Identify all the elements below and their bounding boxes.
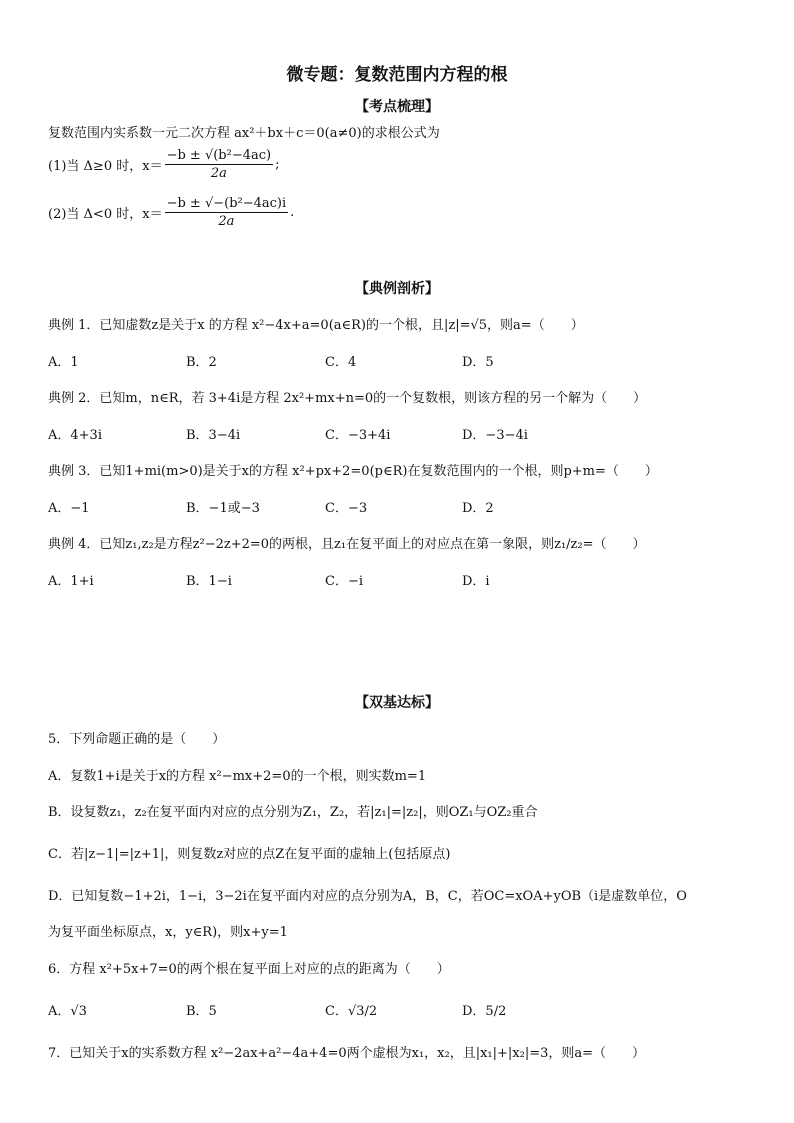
formula-case-2-denominator: 2a <box>218 214 235 229</box>
formula-intro: 复数范围内实系数一元二次方程 ax²＋bx＋c＝0(a≠0)的求根公式为 <box>48 126 440 141</box>
example-4-option-d: D．i <box>462 574 490 589</box>
example-1-option-c: C．4 <box>325 355 357 370</box>
example-2-option-c: C．−3+4i <box>325 428 391 443</box>
question-6-option-c: C．√3/2 <box>325 1004 378 1019</box>
section-heading-dianli: 【典例剖析】 <box>355 281 439 297</box>
example-3-option-a: A．−1 <box>48 501 90 516</box>
example-4-option-c: C．−i <box>325 574 363 589</box>
formula-case-2-prefix: (2)当 Δ<0 时，x＝ <box>48 207 163 222</box>
question-6-option-d: D．5/2 <box>462 1004 507 1019</box>
example-3-option-d: D．2 <box>462 501 494 516</box>
example-4-option-a: A．1+i <box>48 574 94 589</box>
example-3-stem: 典例 3．已知1+mi(m>0)是关于x的方程 x²+px+2=0(p∈R)在复数范围内的一个根，则p+m=（ ） <box>48 464 658 479</box>
formula-case-1-denominator: 2a <box>210 166 227 181</box>
page-title: 微专题：复数范围内方程的根 <box>286 65 508 85</box>
formula-case-1-numerator: −b ± √(b²−4ac) <box>166 148 272 163</box>
example-1-option-d: D．5 <box>462 355 494 370</box>
formula-case-1-prefix: (1)当 Δ≥0 时，x＝ <box>48 159 163 174</box>
question-5-option-d-line-1: D．已知复数−1+2i，1−i，3−2i在复平面内对应的点分别为A，B，C，若OC=xOA+yOB（i是虚数单位，O <box>48 889 687 904</box>
formula-case-2-numerator: −b ± √−(b²−4ac)i <box>166 196 287 211</box>
formula-case-2-fraction <box>165 196 289 229</box>
example-3-option-c: C．−3 <box>325 501 368 516</box>
example-2-option-a: A．4+3i <box>48 428 102 443</box>
question-6-option-b: B．5 <box>186 1004 217 1019</box>
question-7-stem: 7．已知关于x的实系数方程 x²−2ax+a²−4a+4=0两个虚根为x₁，x₂，且|x₁|+|x₂|=3，则a=（ ） <box>48 1046 646 1061</box>
example-1-option-a: A．1 <box>48 355 79 370</box>
formula-case-1: (1)当 Δ≥0 时，x＝ $\frac{\text{−b ± √(b²−4ac)}}{2a}$ ; <box>48 148 280 181</box>
example-2-stem: 典例 2．已知m，n∈R，若 3+4i是方程 2x²+mx+n=0的一个复数根，则该方程的另一个解为（ ） <box>48 391 647 406</box>
example-1-stem: 典例 1．已知虚数z是关于x 的方程 x²−4x+a=0(a∈R)的一个根，且|z|=√5，则a=（ ） <box>48 318 584 333</box>
example-2-option-d: D．−3−4i <box>462 428 528 443</box>
formula-case-2: (2)当 Δ<0 时，x＝ $\frac{\text{−b ± √−(b²−4ac)i}}{2a}$ . <box>48 196 295 229</box>
example-4-stem: 典例 4．已知z₁,z₂是方程z²−2z+2=0的两根，且z₁在复平面上的对应点在第一象限，则z₁/z₂=（ ） <box>48 537 646 552</box>
question-5-option-a: A．复数1+i是关于x的方程 x²−mx+2=0的一个根，则实数m=1 <box>48 769 427 784</box>
question-5-stem: 5．下列命题正确的是（ ） <box>48 732 226 747</box>
section-heading-kaodian: 【考点梳理】 <box>355 99 439 115</box>
example-2-option-b: B．3−4i <box>186 428 241 443</box>
question-5-option-d-line-2: 为复平面坐标原点，x，y∈R)，则x+y=1 <box>48 925 288 940</box>
question-5-option-c: C．若|z−1|=|z+1|，则复数z对应的点Z在复平面的虚轴上(包括原点) <box>48 847 451 862</box>
question-6-stem: 6．方程 x²+5x+7=0的两个根在复平面上对应的点的距离为（ ） <box>48 962 450 977</box>
example-3-option-b: B．−1或−3 <box>186 501 260 516</box>
example-1-option-b: B．2 <box>186 355 217 370</box>
question-6-option-a: A．√3 <box>48 1004 87 1019</box>
example-4-option-b: B．1−i <box>186 574 232 589</box>
formula-case-1-fraction <box>165 148 274 181</box>
question-5-option-b: B．设复数z₁，z₂在复平面内对应的点分别为Z₁，Z₂，若|z₁|=|z₂|，则OZ₁与OZ₂重合 <box>48 805 538 820</box>
section-heading-shuangji: 【双基达标】 <box>355 695 439 711</box>
